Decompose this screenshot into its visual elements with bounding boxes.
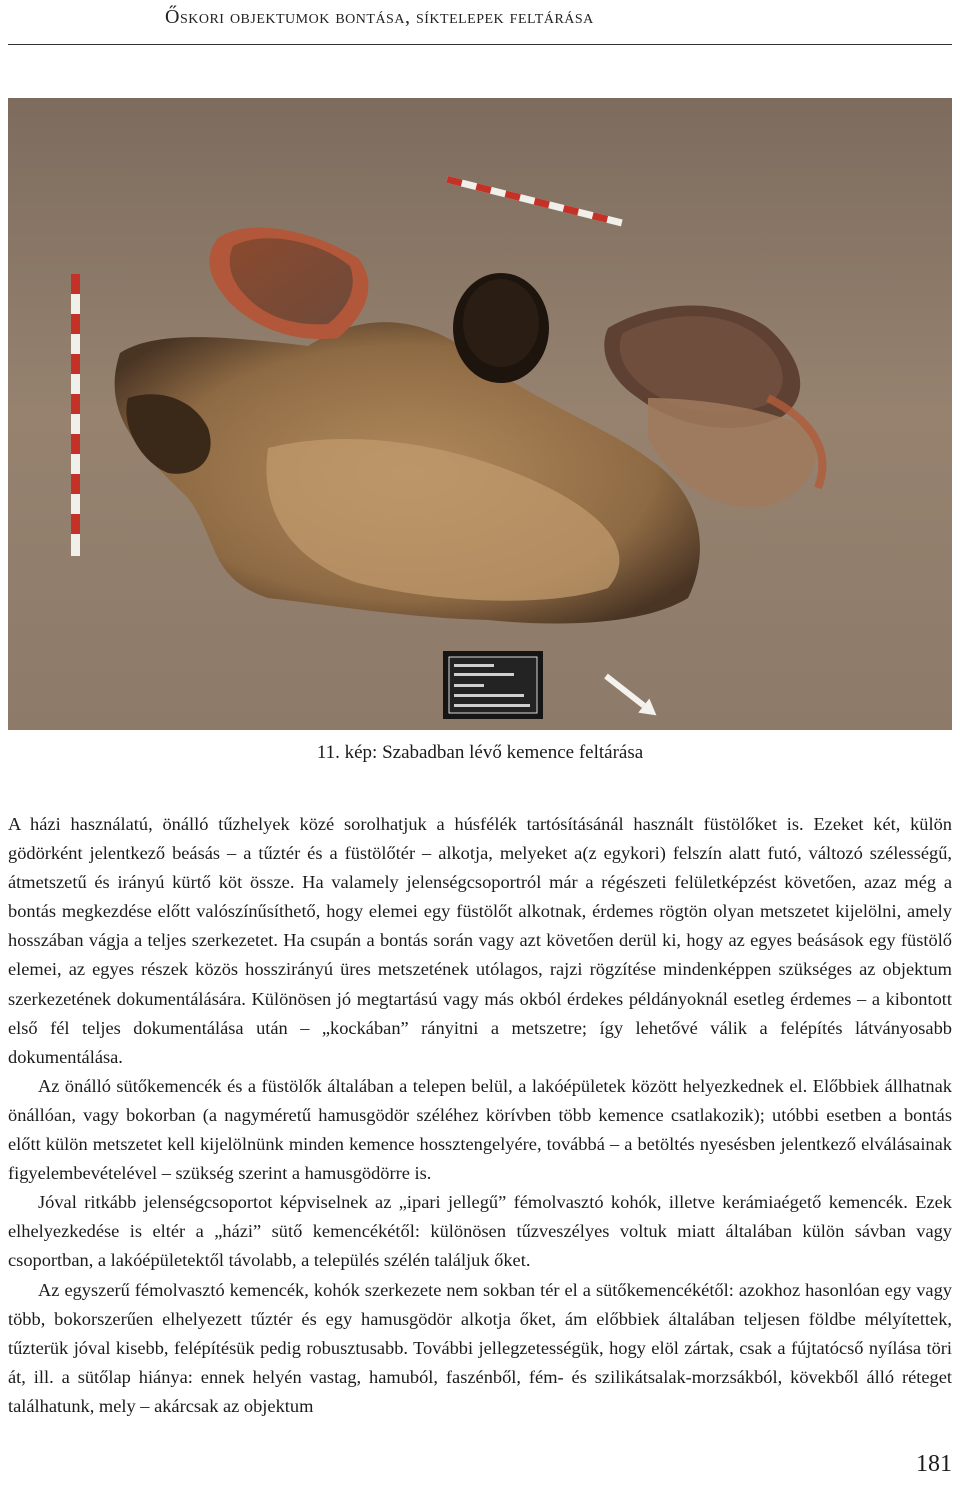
paragraph: A házi használatú, önálló tűzhelyek közé sorolhatjuk a húsfélék tartósításánál használt füstölőket is. Ezeket két, külön gödörként jelentkező beásás – a tűztér és a füstölőtér – alkotja, melyeket a(z egykori) felszín alatt futó, változó szélességű, átmetszetű és irányú kürtő köt össze. Ha valamely jelenségcsoportról már a régészeti felületképzést követően, azaz még a bontás megkezdése előtt valószínűsíthető, hogy elemei egy füstölőt alkotnak, érdemes rögtön olyan metszetet kijelölni, amely hosszában vágja a teljes szerkezetet. Ha csupán a bontás során vagy azt követően derül ki, hogy az egyes beásások egy füstölő elemei, az egyes részek közös hosszirányú üres metszetének utólagos, rajzi rögzítése mindenképpen szükséges az objektum szerkezetének dokumentálására. Különösen jó megtartású vagy más okból érdekes példányoknál esetleg érdemes – a kibontott első fél teljes dokumentálása után – „kockában” rányitni a metszetre; így lehetővé válik a felépítés látványosabb dokumentálása.: [8, 814, 952, 1067]
header-rule: [8, 44, 952, 45]
figure-caption: 11. kép: Szabadban lévő kemence feltárása: [316, 742, 644, 763]
body-text: [8, 810, 952, 1421]
paragraph: Jóval ritkább jelenségcsoportot képviselnek az „ipari jellegű” fémolvasztó kohók, illetve kerámiaégető kemencék. Ezek elhelyezkedése is eltér a „házi” sütő kemencékétől: különösen tűzveszélyes voltuk miatt általában külön sávban vagy csoportban, a lakóépületektől távolabb, a település szélén találjuk őket.: [8, 1192, 952, 1271]
excavation-photo: [8, 98, 952, 730]
paragraph: Az egyszerű fémolvasztó kemencék, kohók szerkezete nem sokban tér el a sütőkemencékétől: azokhoz hasonlóan egy vagy több, bokorszerűen elhelyezett tűztér és egy hamusgödör alkotja őket, ám előbbiek általában teljesen földbe mélyítettek, tűzterük jóval kisebb, felépítésük pedig robusztusabb. További jellegzetességük, hogy elöl zártak, csak a fújtatócső nyílása töri át, ill. a sütőlap hiánya: ennek helyén vastag, hamuból, faszénből, fém- és szilikátsalak-morzsákból, kövekből álló réteget találhatunk, mely – akárcsak az objektum: [8, 1279, 952, 1416]
running-head: Őskori objektumok bontása, síktelepek feltárása: [165, 6, 594, 28]
page-number: 181: [916, 1451, 952, 1477]
paragraph: Az önálló sütőkemencék és a füstölők általában a telepen belül, a lakóépületek között helyezkednek el. Előbbiek állhatnak önállóan, vagy bokorban (a nagyméretű hamusgödör széléhez körívben több kemence csatlakozik); utóbbi esetben a bontás előtt külön metszetet kell kijelölnünk minden kemence hossztengelyére, továbbá – a betöltés nyesésben jelentkező elválásainak figyelembevételével – szükség szerint a hamusgödörre is.: [8, 1075, 952, 1184]
